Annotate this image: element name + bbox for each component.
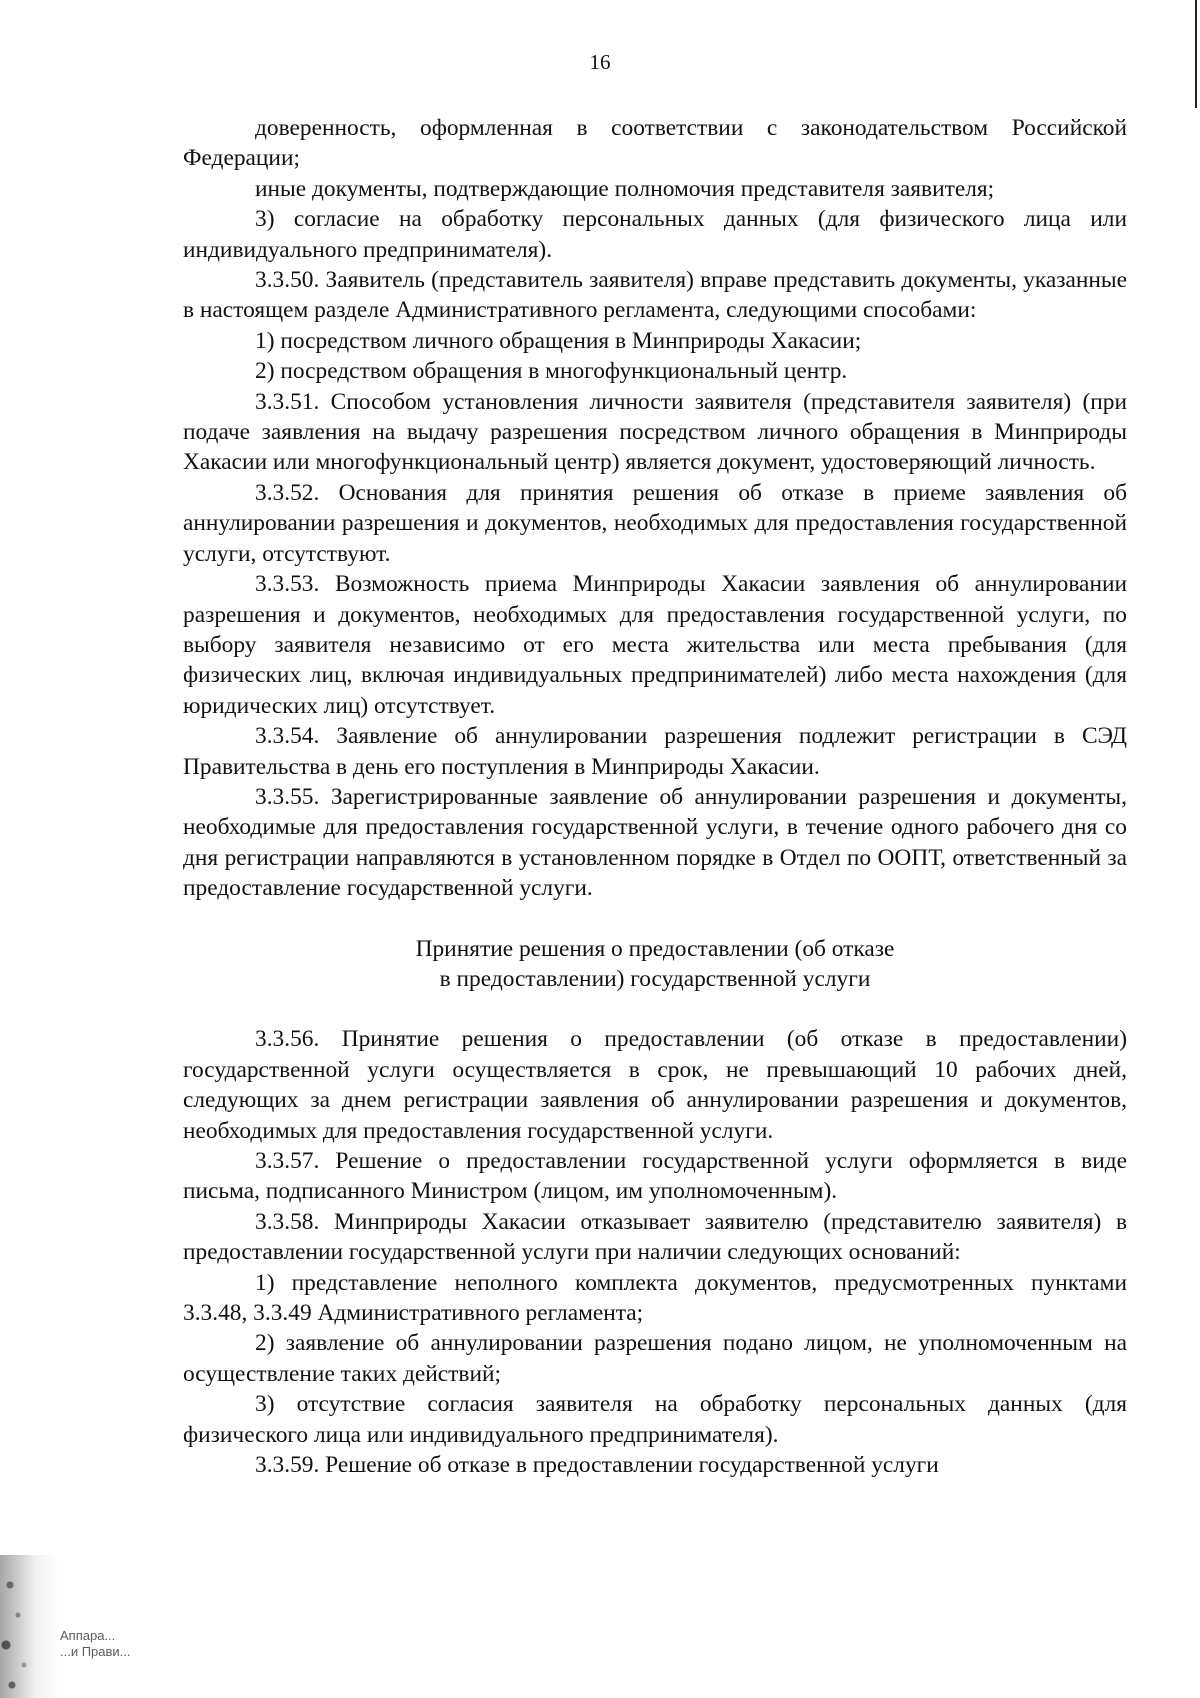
paragraph-consent: 3) согласие на обработку персональных данных (для физического лица или индивидуального предпринимателя). (183, 206, 1127, 263)
paragraph-3-3-51: 3.3.51. Способом установления личности заявителя (представителя заявителя) (при подаче заявления на выдачу разрешения посредством личного обращения в Минприроды Хакасии или многофункциональный центр) является документ, удостоверяющий личность. (183, 388, 1127, 476)
paragraph-3-3-50: 3.3.50. Заявитель (представитель заявителя) вправе представить документы, указанные в настоящем разделе Административного регламента, следующими способами: (183, 267, 1127, 324)
page-number: 16 (589, 50, 611, 74)
paragraph-3-3-53: 3.3.53. Возможность приема Минприроды Хакасии заявления об аннулировании разрешения и документов, необходимых для предоставления государственной услуги, по выбору заявителя независимо от его места жительства или места пребывания (для физических лиц, включая индивидуальных предпринимателей) либо места нахождения (для юридических лиц) отсутствует. (183, 571, 1127, 719)
stamp-fragment-line-2: ...и Прави... (60, 1644, 131, 1659)
scan-edge-artifact (0, 1555, 60, 1698)
paragraph-refusal-reason-2: 2) заявление об аннулировании разрешения подано лицом, не уполномоченным на осуществление таких действий; (183, 1330, 1127, 1387)
paragraph-3-3-59: 3.3.59. Решение об отказе в предоставлении государственной услуги (255, 1452, 939, 1479)
paragraph-3-3-56: 3.3.56. Принятие решения о предоставлении (об отказе в предоставлении) государственной услуги осуществляется в срок, не превышающий 10 рабочих дней, следующих за днем регистрации заявления об аннулировании разрешения и документов, необходимых для предоставления государственной услуги. (183, 1026, 1127, 1144)
paragraph-refusal-reason-3: 3) отсутствие согласия заявителя на обработку персональных данных (для физического лица или индивидуального предпринимателя). (183, 1391, 1127, 1448)
document-body (183, 113, 1127, 1480)
paragraph-power-of-attorney: доверенность, оформленная в соответствии с законодательством Российской Федерации; (183, 115, 1127, 172)
paragraph-3-3-52: 3.3.52. Основания для принятия решения об отказе в приеме заявления об аннулировании разрешения и документов, необходимых для предоставления государственной услуги, отсутствуют. (183, 479, 1127, 567)
paragraph-3-3-55: 3.3.55. Зарегистрированные заявление об аннулировании разрешения и документы, необходимые для предоставления государственной услуги, в течение одного рабочего дня со дня регистрации направляются в установленном порядке в Отдел по ООПТ, ответственный за предоставление государственной услуги. (183, 783, 1127, 902)
paragraph-3-3-54: 3.3.54. Заявление об аннулировании разрешения подлежит регистрации в СЭД Правительства в день его поступления в Минприроды Хакасии. (183, 723, 1127, 780)
stamp-fragment-line-1: Аппара... (60, 1628, 116, 1643)
paragraph-3-3-58: 3.3.58. Минприроды Хакасии отказывает заявителю (представителю заявителя) в предоставлении государственной услуги при наличии следующих оснований: (183, 1208, 1127, 1266)
section-heading-line-1: Принятие решения о предоставлении (об отказе (415, 935, 895, 962)
paragraph-other-documents: иные документы, подтверждающие полномочия представителя заявителя; (255, 175, 995, 202)
section-heading (183, 934, 1127, 995)
paragraph-refusal-reason-1: 1) представление неполного комплекта документов, предусмотренных пунктами 3.3.48, 3.3.49 Административного регламента; (183, 1269, 1127, 1327)
section-heading-line-2: в предоставлении) государственной услуги (439, 965, 871, 992)
paragraph-multifunctional-center: 2) посредством обращения в многофункциональный центр. (255, 358, 848, 385)
stamp-fragment (60, 1628, 131, 1660)
paragraph-3-3-57: 3.3.57. Решение о предоставлении государственной услуги оформляется в виде письма, подписанного Министром (лицом, им уполномоченным). (183, 1148, 1127, 1205)
paragraph-personal-visit: 1) посредством личного обращения в Минприроды Хакасии; (255, 327, 862, 354)
